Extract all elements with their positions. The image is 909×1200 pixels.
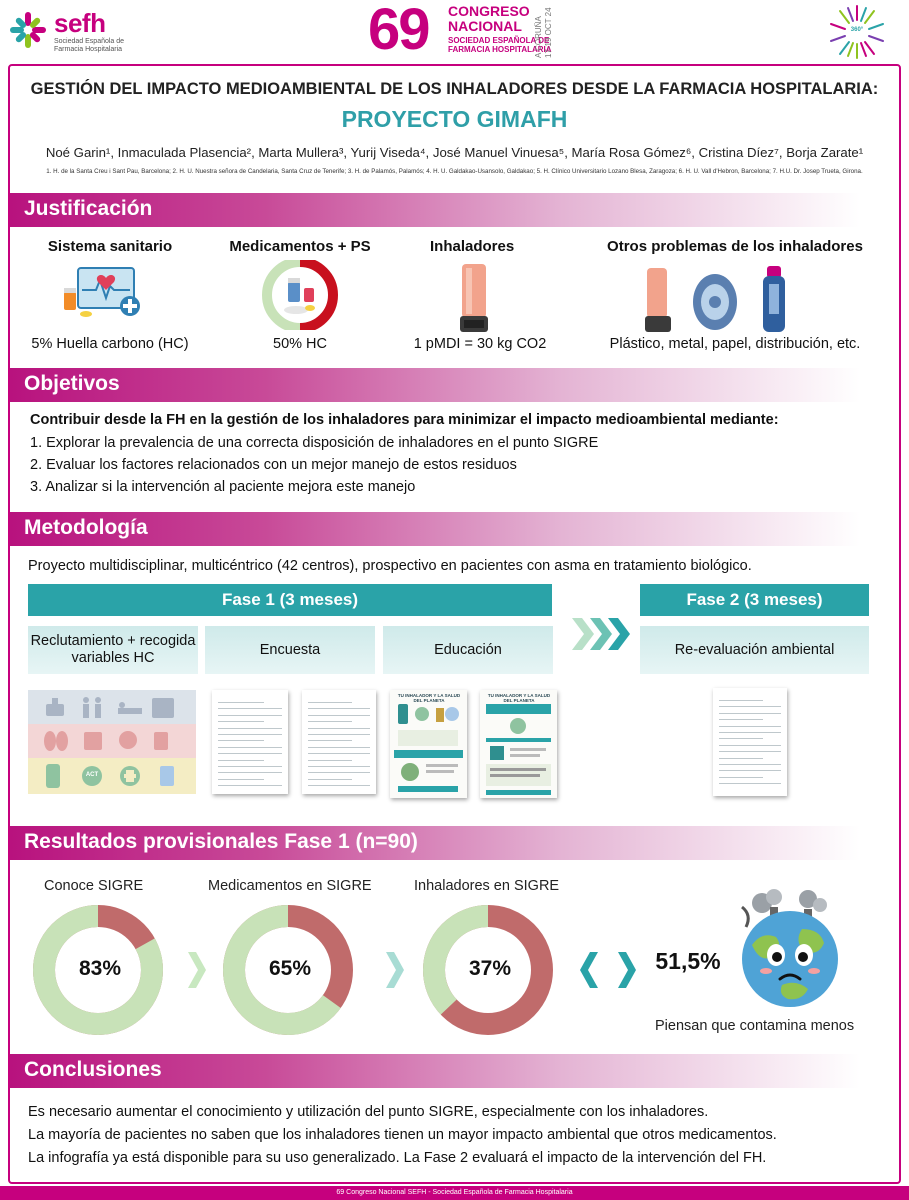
ring-label-conoce: Conoce SIGRE — [44, 878, 144, 894]
document-line — [308, 708, 370, 709]
document-line — [308, 772, 370, 773]
act-label: ACT — [85, 772, 99, 778]
ring-value-conoce: 83% — [78, 957, 122, 980]
survey-document-1 — [212, 690, 288, 794]
document-line — [218, 779, 264, 780]
chevron-left-icon — [580, 952, 598, 988]
document-line — [218, 772, 282, 773]
reevaluation-document — [713, 688, 787, 796]
justif-value: 1 pMDI = 30 kg CO2 — [413, 336, 547, 352]
document-line — [308, 760, 352, 761]
justif-medicamentos — [220, 238, 380, 358]
justif-title: Medicamentos + PS — [229, 238, 371, 255]
step-reclutamiento: Reclutamiento + recogida variables HC — [28, 626, 198, 674]
infographic-art — [480, 690, 557, 798]
section-conclusiones-heading: Conclusiones — [24, 1058, 162, 1081]
chevron-right-icon — [188, 952, 206, 988]
document-line — [218, 728, 282, 729]
highlight-label: Piensan que contamina menos — [655, 1018, 855, 1034]
congress-line2: NACIONAL — [448, 18, 522, 34]
congress-place-dates — [534, 6, 564, 58]
document-line — [719, 751, 781, 752]
document-line — [218, 740, 264, 741]
header-bar — [0, 0, 909, 62]
document-line — [218, 734, 282, 735]
conclusion-line: Es necesario aumentar el conocimiento y utilización del punto SIGRE, especialmente con los inhaladores. — [28, 1104, 709, 1120]
sefh-logo — [8, 8, 138, 54]
document-line — [308, 785, 370, 786]
authors: Noé Garin¹, Inmaculada Plasencia², Marta Mullera³, Yurij Viseda⁴, José Manuel Vinuesa⁵, María Rosa Gómez⁶, Cristina Díez⁷, Borja Zarate¹ — [45, 145, 864, 160]
inhaler-devices-icon — [635, 262, 835, 338]
step-encuesta: Encuesta — [205, 626, 375, 674]
variables-icon-grid — [28, 690, 196, 794]
badge-360 — [820, 4, 894, 60]
document-line — [719, 706, 781, 707]
document-line — [719, 719, 763, 720]
sefh-star-icon — [8, 10, 48, 50]
conclusion-line: La mayoría de pacientes no saben que los inhaladores tienen un mayor impacto ambiental que otros medicamentos. — [28, 1127, 777, 1143]
objetivos-lead: Contribuir desde la FH en la gestión de los inhaladores para minimizar el impacto medioambiental mediante: — [30, 412, 779, 428]
document-line — [719, 726, 781, 727]
document-line — [308, 753, 370, 754]
document-line — [218, 708, 282, 709]
document-line — [218, 715, 282, 716]
document-line — [719, 764, 781, 765]
justif-title: Sistema sanitario — [47, 238, 173, 255]
document-line — [218, 702, 264, 703]
variables-icons — [28, 690, 196, 794]
congress-dates: 17-19 OCT 24 — [544, 7, 553, 58]
justif-title: Inhaladores — [430, 238, 515, 255]
congress-line3: SOCIEDAD ESPAÑOLA DE — [448, 36, 550, 45]
document-line — [218, 760, 264, 761]
document-line — [719, 770, 781, 771]
document-line — [719, 738, 763, 739]
ring-label-medicamentos: Medicamentos en SIGRE — [208, 878, 372, 894]
step-educacion: Educación — [383, 626, 553, 674]
sefh-logo-name: sefh — [54, 8, 106, 38]
section-objetivos — [10, 368, 860, 402]
document-line — [308, 740, 352, 741]
document-line — [308, 721, 352, 722]
justif-value: Plástico, metal, papel, distribución, etc. — [609, 336, 861, 352]
document-line — [308, 734, 370, 735]
document-line — [218, 753, 282, 754]
congress-place: A CORUÑA — [534, 16, 543, 58]
sad-earth-icon — [722, 885, 852, 1010]
document-line — [719, 700, 763, 701]
highlight-value: 51,5% — [655, 948, 721, 974]
step-reevaluacion: Re-evaluación ambiental — [640, 626, 869, 674]
objetivo-item: 1. Explorar la prevalencia de una correcta disposición de inhaladores en el punto SIGRE — [30, 435, 599, 451]
justif-otros-problemas — [590, 238, 880, 358]
ring-value-inhaladores: 37% — [468, 957, 512, 980]
section-resultados — [10, 826, 860, 860]
congress-line4: FARMACIA HOSPITALARIA — [448, 45, 552, 54]
poster-title: GESTIÓN DEL IMPACTO MEDIOAMBIENTAL DE LOS INHALADORES DESDE LA FARMACIA HOSPITALARIA: — [30, 80, 879, 98]
justif-value: 5% Huella carbono (HC) — [31, 336, 189, 352]
health-monitor-icon — [60, 262, 150, 320]
conclusion-line: La infografía ya está disponible para su uso generalizado. La Fase 2 evaluará el impacto de la intervención del FH. — [28, 1150, 767, 1166]
document-line — [218, 721, 264, 722]
document-line — [719, 758, 763, 759]
metodologia-text: Proyecto multidisciplinar, multicéntrico (42 centros), prospectivo en pacientes con asma en tratamiento biológico. — [28, 558, 752, 574]
ring-label-inhaladores: Inhaladores en SIGRE — [414, 878, 560, 894]
medications-donut-icon — [250, 260, 350, 330]
document-line — [218, 785, 282, 786]
section-justificacion — [10, 193, 860, 227]
section-justificacion-heading: Justificación — [24, 197, 153, 220]
poster-subtitle: PROYECTO GIMAFH — [341, 106, 568, 132]
section-resultados-heading: Resultados provisionales Fase 1 (n=90) — [24, 830, 418, 853]
section-conclusiones — [10, 1054, 860, 1088]
justif-title: Otros problemas de los inhaladores — [607, 238, 863, 255]
affiliations: 1. H. de la Santa Creu i Sant Pau, Barcelona; 2. H. U. Nuestra señora de Candelaria, Santa Cruz de Tenerife; 3. H. de Palamós, Palamós; 4. H. U. Galdakao-Usansolo, Galdakao; 5. H. Clínico Universitario Lozano Blesa, Zaragoza; 6. H. U. Vall d'Hebron, Barcelona; 7. H.U. Dr. Josep Trueta, Girona. — [46, 168, 863, 175]
document-line — [719, 732, 781, 733]
phase1-bar: Fase 1 (3 meses) — [28, 584, 552, 616]
document-line — [719, 745, 781, 746]
justif-value: 50% HC — [273, 336, 327, 352]
section-objetivos-heading: Objetivos — [24, 372, 120, 395]
infographic-title: TU INHALADOR Y LA SALUD DEL PLANETA — [487, 693, 551, 703]
justif-sistema-sanitario — [30, 238, 190, 358]
congress-logo — [368, 2, 568, 60]
infographic-1 — [390, 690, 467, 798]
objetivo-item: 2. Evaluar los factores relacionados con un mejor manejo de estos residuos — [30, 457, 517, 473]
badge-360-text: 360° — [850, 27, 864, 33]
congress-title — [448, 4, 530, 34]
document-line — [308, 747, 370, 748]
document-line — [308, 766, 370, 767]
survey-document-2 — [302, 690, 376, 794]
footer: 69 Congreso Nacional SEFH - Sociedad Española de Farmacia Hospitalaria — [0, 1186, 909, 1200]
phase2-bar: Fase 2 (3 meses) — [640, 584, 869, 616]
congress-number: 69 — [368, 0, 429, 62]
document-line — [308, 728, 370, 729]
chevron-right-icon — [386, 952, 404, 988]
document-line — [218, 747, 282, 748]
infographic-art — [390, 690, 467, 798]
ring-value-medicamentos: 65% — [268, 957, 312, 980]
document-line — [308, 715, 370, 716]
inhaler-icon — [454, 260, 494, 336]
congress-line1: CONGRESO — [448, 3, 530, 19]
section-metodologia-heading: Metodología — [24, 516, 148, 539]
document-line — [719, 777, 763, 778]
justif-inhaladores — [400, 238, 560, 358]
chevrons-icon — [568, 614, 638, 654]
infographic-2 — [480, 690, 557, 798]
document-line — [719, 713, 781, 714]
section-metodologia — [10, 512, 860, 546]
document-line — [719, 783, 781, 784]
sefh-logo-subtitle: Sociedad Española de Farmacia Hospitalaria — [54, 38, 125, 53]
document-line — [218, 766, 282, 767]
chevron-right-icon — [618, 952, 636, 988]
document-line — [308, 702, 352, 703]
objetivo-item: 3. Analizar si la intervención al paciente mejora este manejo — [30, 479, 416, 495]
document-line — [308, 779, 352, 780]
infographic-title: TU INHALADOR Y LA SALUD DEL PLANETA — [397, 693, 461, 703]
